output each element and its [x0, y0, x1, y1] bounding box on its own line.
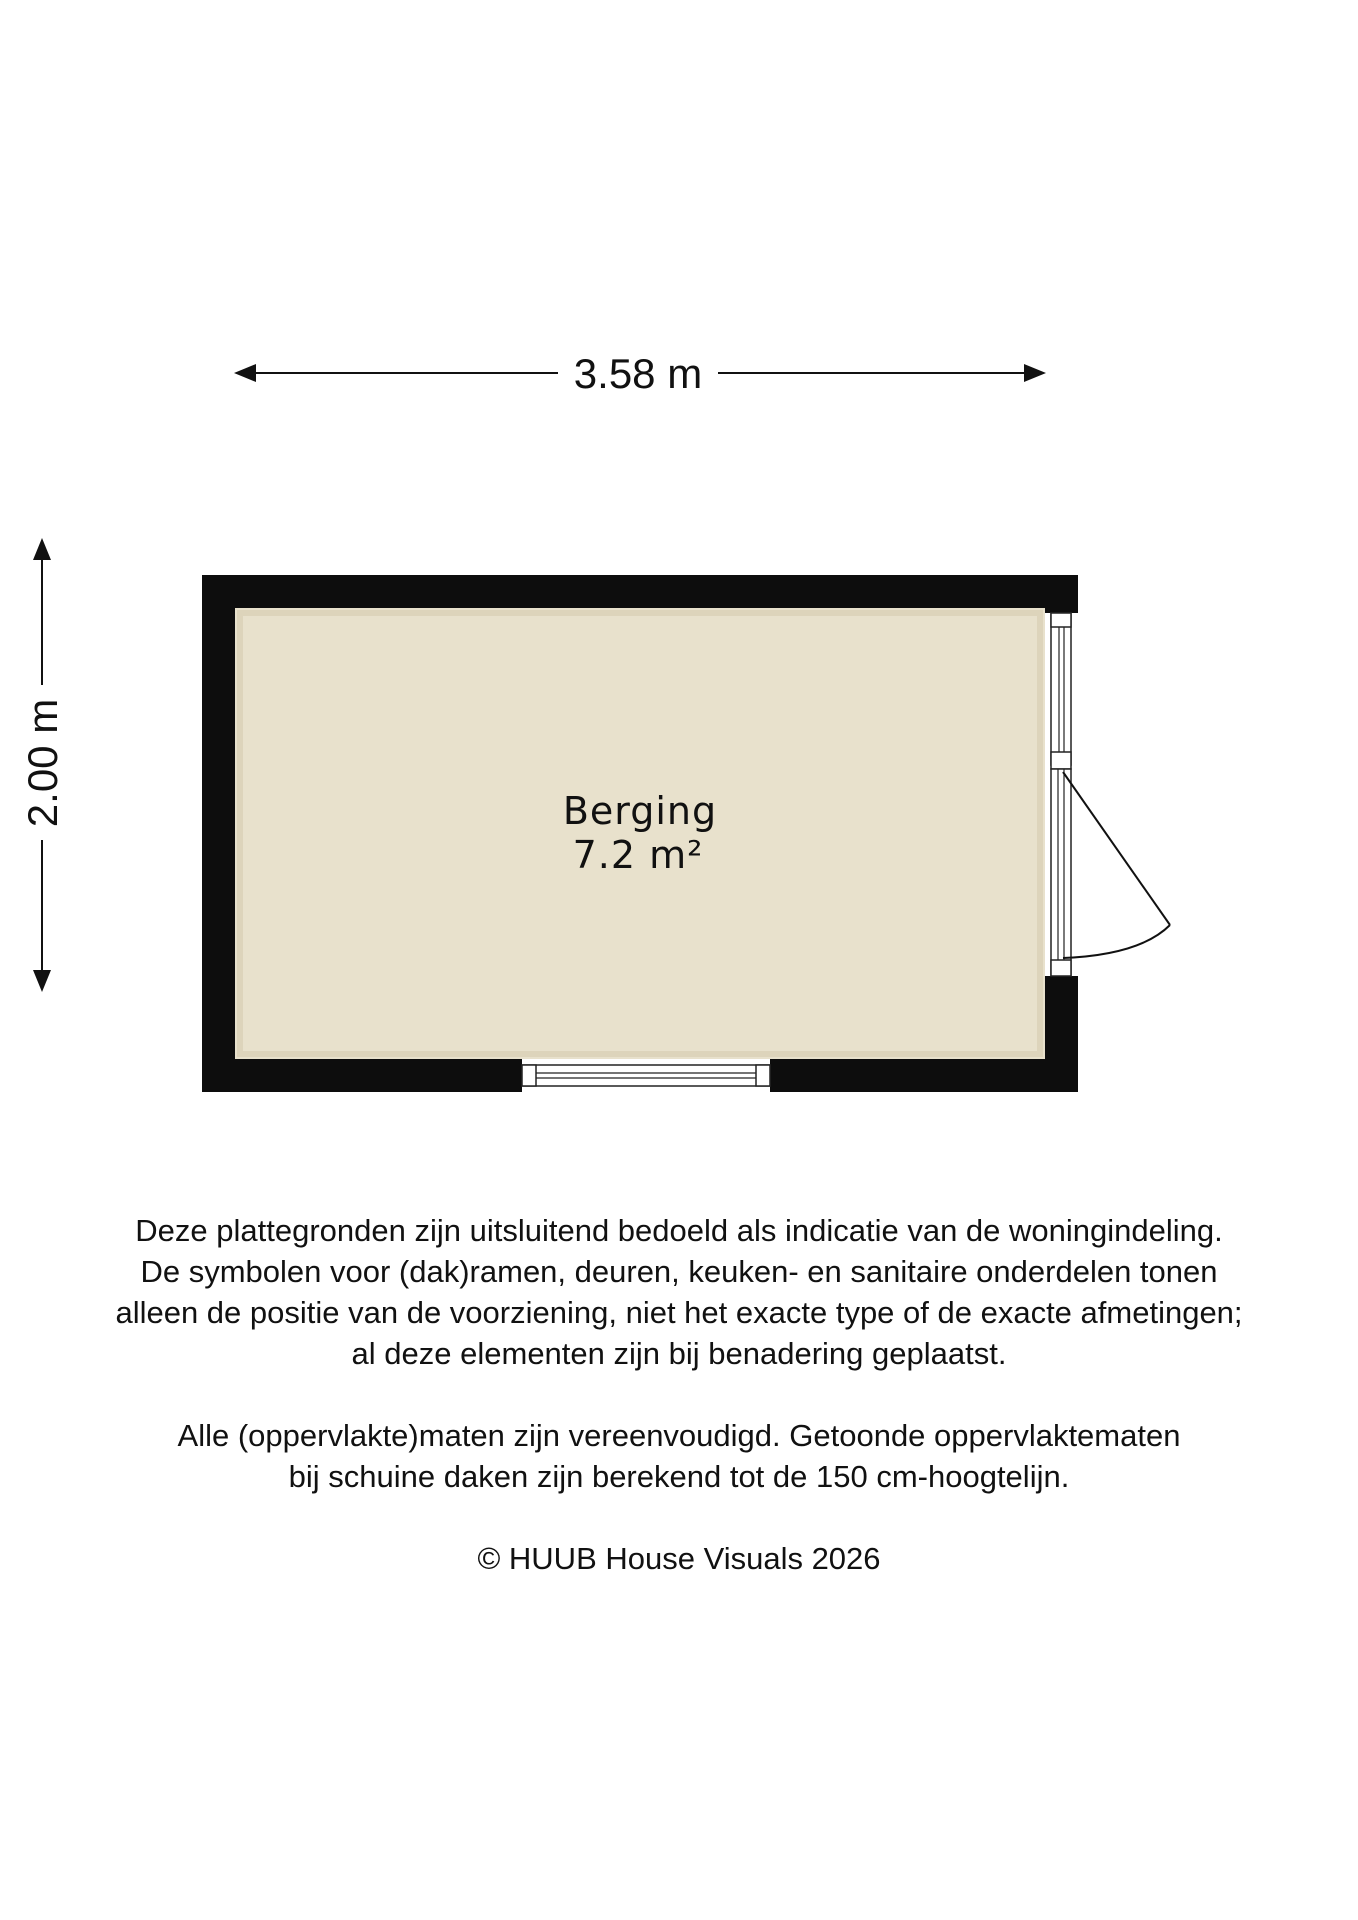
door-leaf	[1063, 772, 1170, 925]
right-wall-openings	[1045, 613, 1170, 976]
disclaimer-paragraph-2	[0, 1415, 1358, 1497]
disclaimer-line: al deze elementen zijn bij benadering geplaatst.	[351, 1336, 1007, 1371]
door-frame	[1051, 769, 1071, 976]
door-frame-bottom	[1051, 960, 1071, 976]
height-dimension-label: 2.00 m	[19, 698, 66, 828]
room-label	[563, 789, 717, 877]
disclaimer	[0, 1210, 1358, 1579]
height-arrow-top-icon	[33, 538, 51, 560]
width-arrow-right-icon	[1024, 364, 1046, 382]
bottom-window	[522, 1059, 770, 1092]
right-window-jamb-top	[1051, 613, 1071, 627]
right-window-jamb-bottom	[1051, 752, 1071, 769]
width-arrow-left-icon	[234, 364, 256, 382]
height-dimension	[19, 538, 66, 992]
right-window-frame	[1051, 613, 1071, 765]
bottom-window-jamb-left	[522, 1065, 536, 1086]
width-dimension-label: 3.58 m	[573, 350, 703, 397]
disclaimer-line: bij schuine daken zijn berekend tot de 150 cm-hoogtelijn.	[288, 1459, 1070, 1494]
disclaimer-line: De symbolen voor (dak)ramen, deuren, keuken- en sanitaire onderdelen tonen	[140, 1254, 1218, 1289]
bottom-window-frame	[522, 1065, 770, 1086]
disclaimer-line: alleen de positie van de voorziening, niet het exacte type of de exacte afmetingen;	[115, 1295, 1243, 1330]
disclaimer-line: Deze plattegronden zijn uitsluitend bedoeld als indicatie van de woningindeling.	[135, 1213, 1223, 1248]
height-arrow-bottom-icon	[33, 970, 51, 992]
door-swing-arc	[1063, 925, 1170, 958]
disclaimer-line: Alle (oppervlakte)maten zijn vereenvoudigd. Getoonde oppervlaktematen	[177, 1418, 1181, 1453]
copyright: © HUUB House Visuals 2026	[477, 1541, 881, 1576]
bottom-window-jamb-right	[756, 1065, 770, 1086]
room-area: 7.2 m²	[572, 833, 704, 877]
room-name: Berging	[562, 789, 718, 833]
disclaimer-paragraph-1	[0, 1210, 1358, 1374]
width-dimension	[234, 350, 1046, 397]
